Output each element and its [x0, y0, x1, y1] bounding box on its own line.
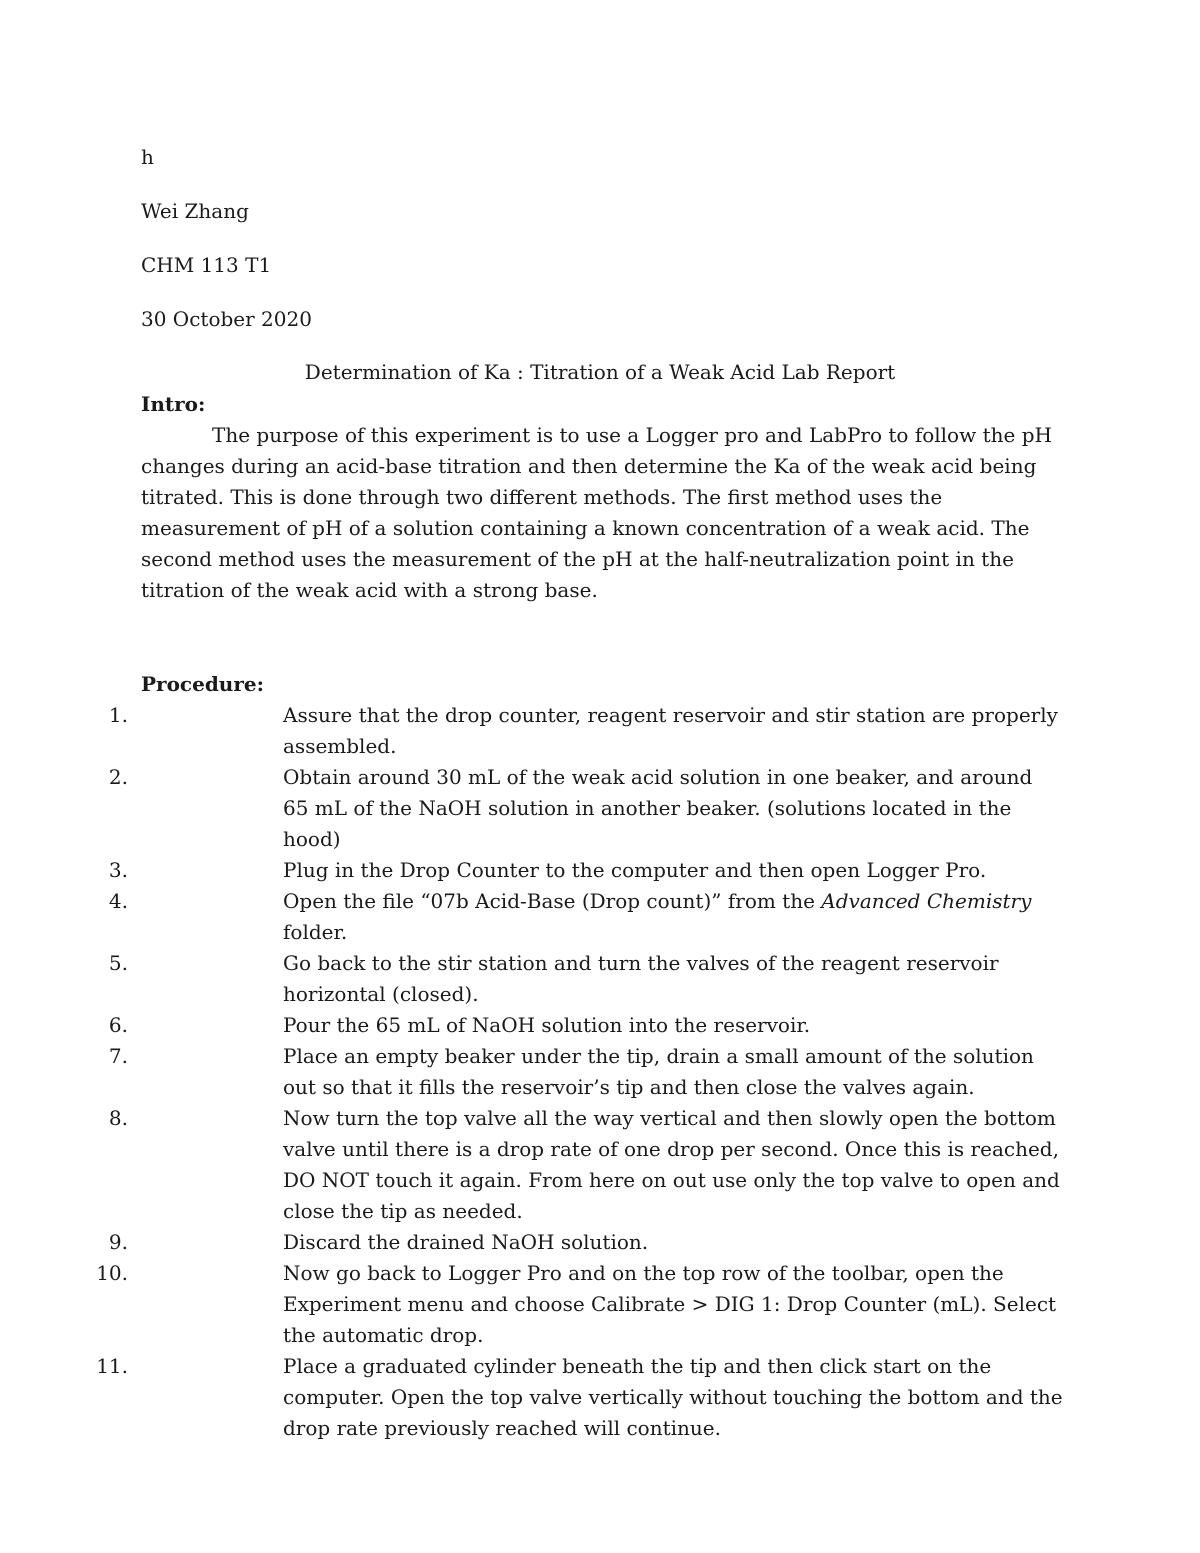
step-number: 8. — [108, 1106, 128, 1130]
step-text: Place a graduated cylinder beneath the tip and then click start on the computer. Open the top valve vertically without touching the bottom and the drop rate previously reached will continue. — [283, 1354, 1063, 1440]
step-number: 2. — [108, 765, 128, 789]
step-text-before: Open the file “07b Acid-Base (Drop count)” from the — [283, 889, 822, 913]
step-text-after: folder. — [283, 920, 348, 944]
step-number: 3. — [108, 858, 128, 882]
step-number: 1. — [108, 703, 128, 727]
step-number: 10. — [96, 1261, 128, 1285]
step-text: Obtain around 30 mL of the weak acid solution in one beaker, and around 65 mL of the NaOH solution in another beaker. (solutions located in the hood) — [283, 765, 1033, 851]
step-number: 6. — [108, 1013, 128, 1037]
step-number: 9. — [108, 1230, 128, 1254]
step-text: Pour the 65 mL of NaOH solution into the reservoir. — [283, 1013, 811, 1037]
step-text: Go back to the stir station and turn the valves of the reagent reservoir horizontal (closed). — [283, 951, 999, 1006]
report-date: 30 October 2020 — [141, 307, 312, 331]
step-number: 5. — [108, 951, 128, 975]
intro-paragraph: The purpose of this experiment is to use a Logger pro and LabPro to follow the pH changes during an acid-base titration and then determine the Ka of the weak acid being titrated. This is done through two different methods. The first method uses the measurement of pH of a solution containing a known concentration of a weak acid. The second method uses the measurement of the pH at the half-neutralization point in the titration of the weak acid with a strong base. — [141, 423, 1052, 602]
header-initial: h — [141, 145, 154, 169]
procedure-step — [0, 762, 1063, 855]
step-text: Plug in the Drop Counter to the computer and then open Logger Pro. — [283, 858, 987, 882]
course-code: CHM 113 T1 — [141, 253, 272, 277]
report-title: Determination of Ka : Titration of a Weak Acid Lab Report — [304, 360, 896, 384]
step-text: Place an empty beaker under the tip, drain a small amount of the solution out so that it fills the reservoir’s tip and then close the valves again. — [283, 1044, 1034, 1099]
step-number: 4. — [108, 889, 128, 913]
procedure-step — [0, 700, 1063, 762]
procedure-step — [0, 1041, 1063, 1103]
procedure-step — [0, 1227, 1063, 1258]
procedure-step — [0, 1258, 1063, 1351]
author-name: Wei Zhang — [141, 199, 249, 223]
step-text: Discard the drained NaOH solution. — [283, 1230, 649, 1254]
procedure-list — [0, 700, 1200, 1444]
intro-heading: Intro: — [141, 392, 206, 416]
procedure-step — [0, 1103, 1063, 1227]
procedure-step — [0, 948, 1063, 1010]
step-number: 11. — [96, 1354, 128, 1378]
procedure-step — [0, 1010, 1063, 1041]
step-text: Now turn the top valve all the way vertical and then slowly open the bottom valve until there is a drop rate of one drop per second. Once this is reached, DO NOT touch it again. From here on out use only the top valve to open and close the tip as needed. — [283, 1106, 1060, 1223]
procedure-step — [0, 1351, 1063, 1444]
folder-name: Advanced Chemistry — [821, 889, 1032, 913]
step-text: Now go back to Logger Pro and on the top row of the toolbar, open the Experiment menu and choose Calibrate > DIG 1: Drop Counter (mL). Select the automatic drop. — [283, 1261, 1057, 1347]
procedure-step — [0, 855, 1063, 886]
step-text: Assure that the drop counter, reagent reservoir and stir station are properly assembled. — [283, 703, 1058, 758]
procedure-step — [0, 886, 1063, 948]
procedure-heading: Procedure: — [141, 672, 264, 696]
step-text — [283, 886, 1063, 948]
step-number: 7. — [108, 1044, 128, 1068]
